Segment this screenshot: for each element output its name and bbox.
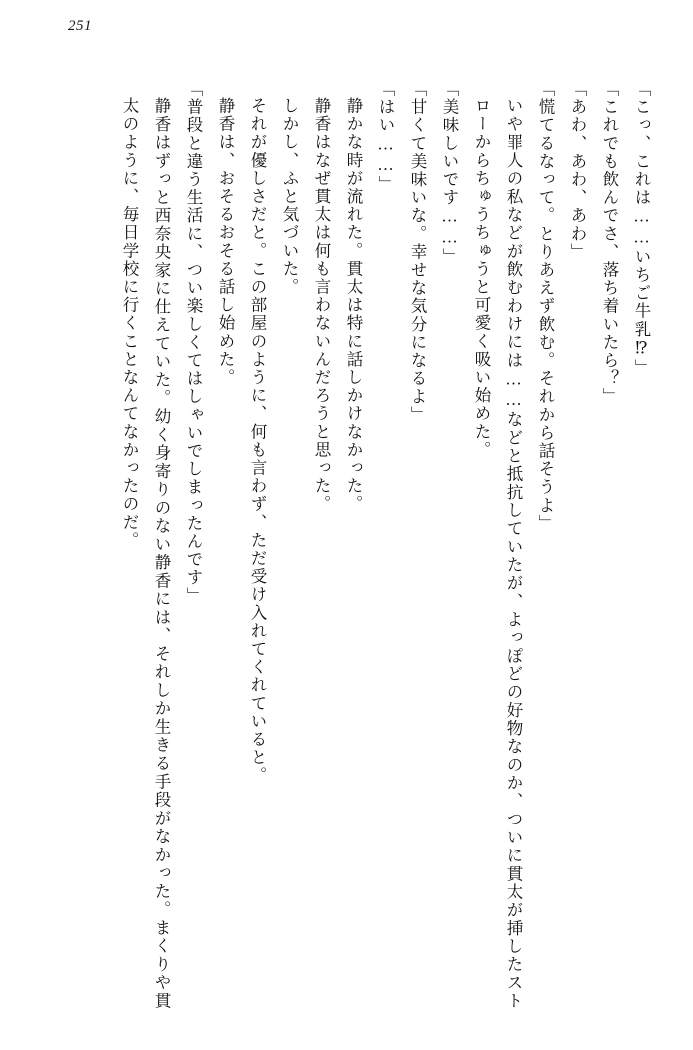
paragraph: 「美味しいです……」 bbox=[440, 80, 459, 266]
paragraph: 「こっ、これは……いちご牛乳⁉」 bbox=[632, 80, 651, 378]
paragraph: 「普段と違う生活に、つい楽しくてはしゃいでしまったんです」 bbox=[184, 80, 203, 605]
paragraph: それが優しさだと。この部屋のように、何も言わず、ただ受け入れてくれていると。 bbox=[248, 97, 267, 785]
body-text-vertical bbox=[47, 80, 657, 1010]
paragraph: 「あわ、あわ、あわ」 bbox=[568, 80, 587, 261]
paragraph: 静香は、おそるおそる話し始めた。 bbox=[216, 97, 235, 387]
paragraph: 静かな時が流れた。貫太は特に話しかけなかった。 bbox=[344, 97, 363, 514]
paragraph: 「これでも飲んでさ、落ち着いたら？」 bbox=[600, 80, 619, 406]
paragraph: 「慌てるなって。とりあえず飲む。それから話そうよ」 bbox=[536, 80, 555, 533]
page-number: 251 bbox=[68, 18, 92, 34]
paragraph: しかし、ふと気づいた。 bbox=[280, 97, 299, 297]
paragraph: 静香はなぜ貫太は何も言わないんだろうと思った。 bbox=[312, 97, 331, 514]
paragraph: いや罪人の私などが飲むわけには……などと抵抗していたが、よっぽどの好物なのか、ついに貫太が挿したストローからちゅうちゅうと可愛く吸い始めた。 bbox=[472, 97, 523, 1010]
paragraph: 「甘くて美味いな。幸せな気分になるよ」 bbox=[408, 80, 427, 424]
paragraph: 静香はずっと西奈央家に仕えていた。幼く身寄りのない静香には、それしか生きる手段がなかった。まくりや貫太のように、毎日学校に行くことなんてなかったのだ。 bbox=[120, 97, 171, 1010]
paragraph: 「はい……」 bbox=[376, 80, 395, 194]
